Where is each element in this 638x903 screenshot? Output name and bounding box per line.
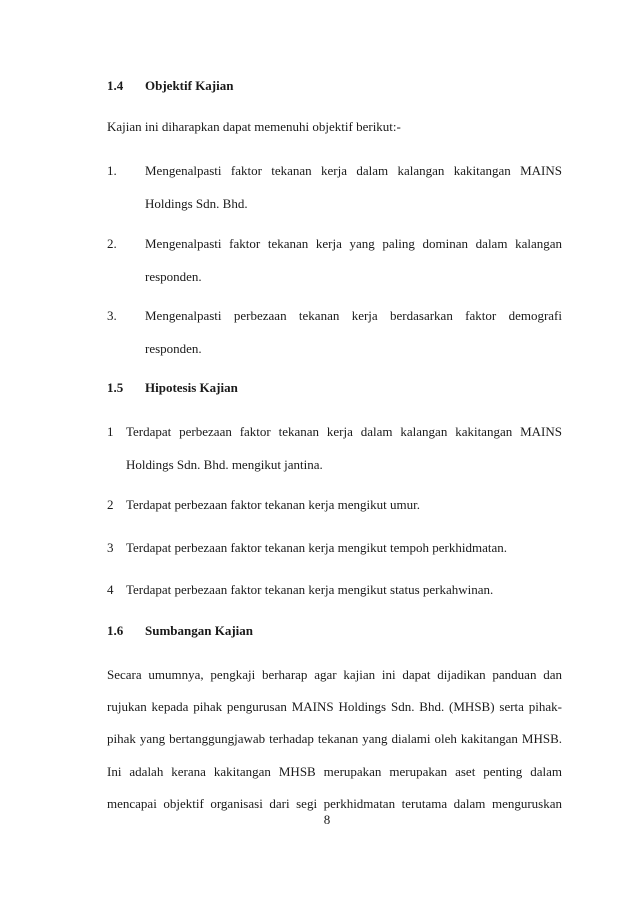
objective-number: 2.	[107, 236, 117, 251]
hypothesis-line: Terdapat perbezaan faktor tekanan kerja mengikut tempoh perkhidmatan.	[126, 540, 507, 555]
objective-number: 1.	[107, 163, 117, 178]
section-number-1-5: 1.5	[107, 380, 124, 395]
objective-line: Mengenalpasti faktor tekanan kerja yang paling dominan dalam kalangan	[145, 236, 562, 251]
paragraph-line: pihak yang bertanggungjawab terhadap tekanan yang dialami oleh kakitangan MHSB.	[107, 731, 562, 746]
paragraph-line: rujukan kepada pihak pengurusan MAINS Holdings Sdn. Bhd. (MHSB) serta pihak-	[107, 699, 562, 714]
objective-line: Mengenalpasti faktor tekanan kerja dalam kalangan kakitangan MAINS	[145, 163, 562, 178]
paragraph-line: Secara umumnya, pengkaji berharap agar kajian ini dapat dijadikan panduan dan	[107, 667, 562, 682]
section-number-1-6: 1.6	[107, 623, 124, 638]
objective-line: Mengenalpasti perbezaan tekanan kerja berdasarkan faktor demografi	[145, 308, 562, 323]
section-title-sumbangan: Sumbangan Kajian	[145, 623, 254, 638]
hypothesis-number: 4	[107, 582, 114, 597]
objective-line: responden.	[145, 269, 202, 284]
objective-line: responden.	[145, 341, 202, 356]
hypothesis-number: 3	[107, 540, 114, 555]
paragraph-line: Ini adalah kerana kakitangan MHSB merupakan merupakan aset penting dalam	[107, 764, 562, 779]
hypothesis-line: Terdapat perbezaan faktor tekanan kerja dalam kalangan kakitangan MAINS	[126, 424, 562, 439]
hypothesis-number: 2	[107, 497, 114, 512]
objective-intro: Kajian ini diharapkan dapat memenuhi objektif berikut:-	[107, 119, 401, 134]
section-title-hipotesis: Hipotesis Kajian	[145, 380, 238, 395]
objective-number: 3.	[107, 308, 117, 323]
paragraph-line: mencapai objektif organisasi dari segi perkhidmatan terutama dalam menguruskan	[107, 796, 562, 811]
section-number-1-4: 1.4	[107, 78, 124, 93]
page-number: 8	[323, 812, 331, 827]
objective-line: Holdings Sdn. Bhd.	[145, 196, 248, 211]
hypothesis-line: Terdapat perbezaan faktor tekanan kerja mengikut umur.	[126, 497, 420, 512]
section-title-objektif: Objektif Kajian	[145, 78, 234, 93]
hypothesis-line: Terdapat perbezaan faktor tekanan kerja mengikut status perkahwinan.	[126, 582, 494, 597]
hypothesis-number: 1	[107, 424, 114, 439]
hypothesis-line: Holdings Sdn. Bhd. mengikut jantina.	[126, 457, 323, 472]
